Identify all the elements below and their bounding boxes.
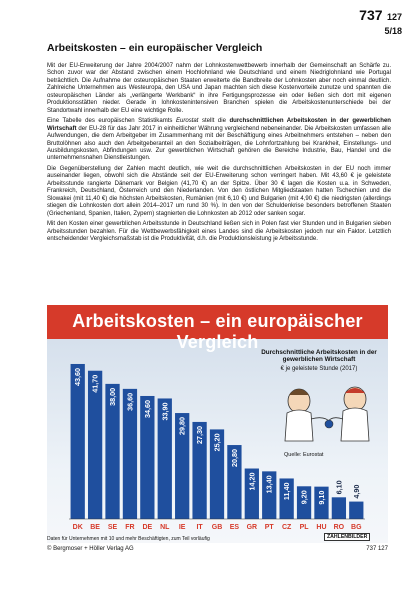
category-label: RO	[333, 524, 345, 531]
value-label: 38,00	[108, 387, 118, 406]
value-label: 34,60	[142, 399, 152, 418]
publisher-badge: ZAHLENBILDER	[324, 533, 370, 541]
article-body	[47, 63, 391, 246]
value-label: 25,20	[212, 433, 222, 452]
category-label: SE	[107, 524, 118, 531]
chart-source: Quelle: Eurostat	[284, 452, 324, 458]
page-title: Arbeitskosten – ein europäischer Vergleich	[47, 42, 263, 54]
value-label: 36,60	[125, 392, 135, 411]
text-run: Eine Tabelle des europäischen Statistikamts	[47, 118, 176, 125]
value-label: 33,90	[160, 402, 170, 421]
category-label: CZ	[281, 524, 292, 531]
text-run: Mit der EU-Erweiterung der Jahre 2004/2007 nahm der Lohnkostenwettbewerb innerhalb der Gemeinschaft an Schärfe zu. Schon zuvor war der Abstand zwischen einem Hochlohnland wie Deutschland und einem Niedriglohnland wie Portugal beträchtlich. Die Aufnahme der osteuropäischen Staaten erweiterte die Bandbreite der Lohnkosten aber noch einmal deutlich. Zahlreiche Unternehmen aus Westeuropa, den USA und Japan machten sich diese Kostenvorteile zunutze und spannten die osteuropäischen Länder als „verlängerte Werkbank“ in ihre Fertigungsprozesse ein oder ließen sich dort mit eigenen Produktionsstätten nieder. Gerade in lohnkostenintensiven Branchen spielen die Arbeitskostenunterschiede bei der Standortwahl innerhalb der EU eine wichtige Rolle.	[47, 63, 391, 114]
legend-title: Durchschnittliche Arbeitskosten in der gewerblichen Wirtschaft	[261, 349, 377, 364]
paragraph	[47, 221, 391, 243]
value-label: 14,20	[247, 472, 257, 491]
document-number-sub: 127	[386, 12, 402, 22]
bar-dk	[71, 364, 85, 519]
document-number	[359, 8, 402, 36]
text-run: Mit den Kosten einer gewerblichen Arbeitsstunde in Deutschland ließen sich in Polen fast vier Stunden und in Bulgarien sieben Arbeitsstunden bezahlen. Für die Wettbewerbsfähigkeit eines Landes sind die Arbeitskosten jedoch nur ein Faktor. Letztlich entscheidender Vergleichsmaßstab ist die Produktivität, d.h. die Produktionsleistung je Arbeitsstunde.	[47, 221, 391, 242]
value-label: 11,40	[282, 482, 292, 501]
value-label: 20,80	[229, 449, 239, 468]
category-label: GR	[246, 524, 258, 531]
value-label: 9,10	[316, 490, 326, 505]
category-label: HU	[316, 524, 327, 531]
category-label: ES	[229, 524, 240, 531]
value-label: 29,80	[177, 417, 187, 436]
category-label: DE	[142, 524, 153, 531]
copyright: © Bergmoser + Höller Verlag AG	[47, 546, 134, 552]
value-label: 27,30	[195, 425, 205, 444]
page-indicator: 5/18	[384, 26, 402, 36]
document-number-main: 737	[359, 7, 383, 23]
category-label: IE	[178, 524, 186, 531]
category-label: DK	[72, 524, 83, 531]
footer-number: 737 127	[366, 546, 388, 552]
text-run: der EU-28 für das Jahr 2017 in einheitlicher Währung vergleichend nebeneinander. Die Arbeitskosten umfassen alle Aufwendungen, die dem Arbeitgeber im Zusammenhang mit der Beschäftigung eines Arbeitnehmers entstehen – neben den Bruttolöhnen also auch den Arbeitgeberanteil an den Sozialbeiträgen, die Lohnfortzahlung bei Krankheit, Einstellungs- und Ausbildungskosten, Abfindungen usw. Zur gewerblichen Wirtschaft gehören die Bereiche Industrie, Bau, Handel und die unternehmensnahen Dienstleistungen.	[47, 125, 391, 162]
text-run: Die Gegenüberstellung der Zahlen macht deutlich, wie weit die durchschnittlichen Arbeitskosten in der EU noch immer auseinander liegen, obwohl sich die Abstände seit der EU-Erweiterung schon verringert haben. Mit 43,60 € je geleistete Arbeitsstunde rangierte Dänemark vor Belgien (41,70 €) an der Spitze. Über 30 € lagen die Kosten u.a. in Schweden, Frankreich, Deutschland, Österreich und den Niederlanden. Von den östlichen Mitgliedstaaten hatten Tschechien und die Slowakei (mit 11,40 €) die höchsten Arbeitskosten, Rumänien (mit 6,10 €) und Bulgarien (mit 4,90 €) die niedrigsten (allerdings stiegen die Lohnkosten dort allein 2014–2017 um rund 30 %). In den von der Schuldenkrise besonders betroffenen Staaten (Griechenland, Spanien, Italien, Zypern) stagnierten die Lohnkosten ab 2012 oder sanken sogar.	[47, 165, 391, 217]
value-label: 13,40	[264, 475, 274, 494]
paragraph	[47, 118, 391, 163]
paragraph	[47, 166, 391, 218]
bar-bg	[349, 502, 363, 519]
legend-unit: € je geleistete Stunde (2017)	[280, 365, 358, 372]
bar-ro	[332, 497, 346, 519]
category-label: NL	[160, 524, 170, 531]
category-label: BE	[90, 524, 100, 531]
category-label: GB	[211, 524, 223, 531]
value-label: 41,70	[90, 374, 100, 393]
category-label: PL	[299, 524, 309, 531]
text-run: Eurostat	[175, 118, 199, 125]
category-label: FR	[125, 524, 135, 531]
category-label: PT	[264, 524, 274, 531]
chart-footnote: Daten für Unternehmen mit 10 und mehr Beschäftigten, zum Teil vorläufig	[47, 536, 210, 542]
category-label: BG	[351, 524, 362, 531]
value-label: 6,10	[334, 480, 344, 495]
text-run: stellt die	[198, 118, 230, 125]
paragraph	[47, 63, 391, 115]
bar-chart	[47, 305, 388, 543]
value-label: 4,90	[351, 484, 361, 499]
chart-title: Arbeitskosten – ein europäischer Vergleich	[72, 311, 363, 352]
category-label: IT	[196, 524, 203, 531]
chart-panel	[47, 305, 388, 543]
text-run: durchschnittlichen Arbeitskosten in der gewerblichen Wirtschaft	[47, 118, 392, 132]
value-label: 43,60	[73, 367, 83, 386]
value-label: 9,20	[299, 490, 309, 505]
